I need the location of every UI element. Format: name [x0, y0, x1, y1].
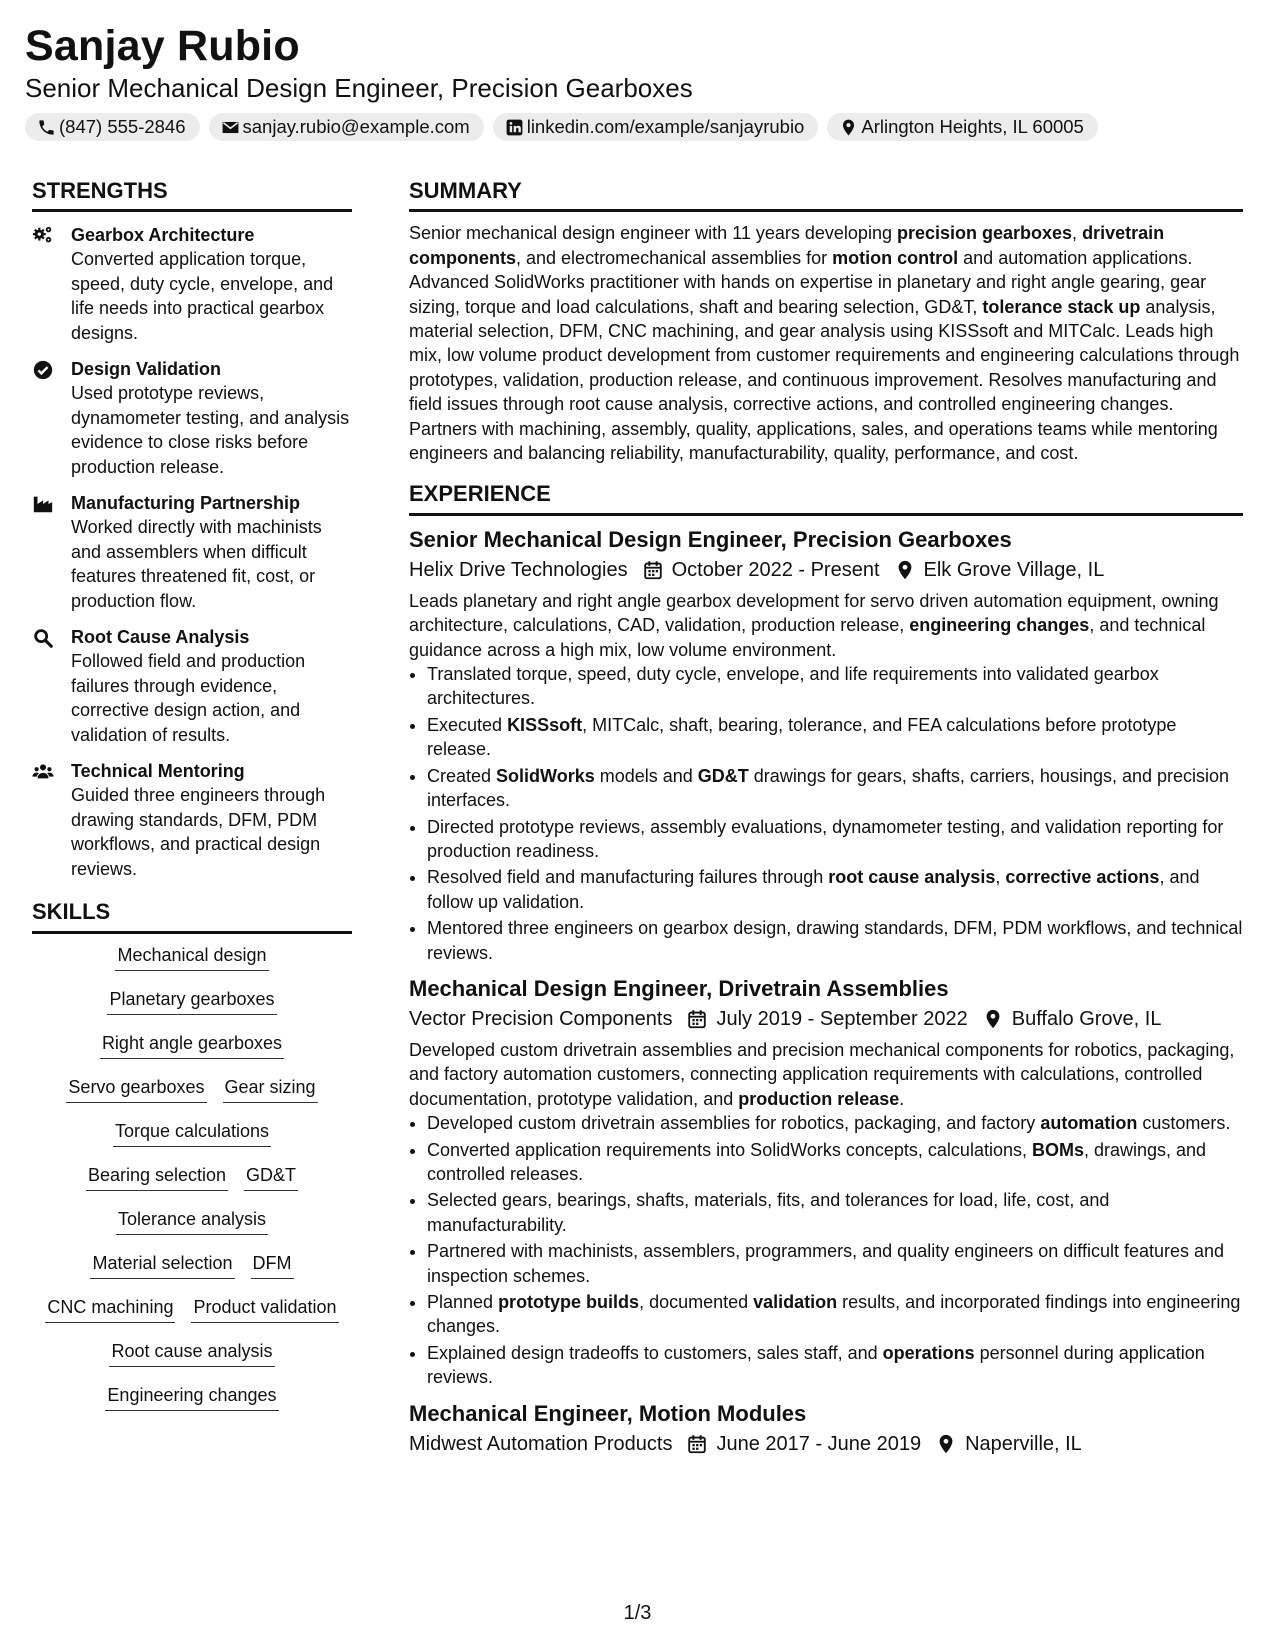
- text-run: , and follow up validation.: [427, 867, 1200, 912]
- job-entry: [409, 974, 1243, 1390]
- summary-text: [409, 221, 1243, 465]
- strength-item: [32, 625, 352, 747]
- job-title: Mechanical Design Engineer, Drivetrain Assemblies: [409, 975, 949, 1001]
- text-run: , MITCalc, shaft, bearing, tolerance, and FEA calculations before prototype release.: [427, 714, 1177, 760]
- strength-item: [32, 223, 352, 345]
- candidate-name: Sanjay Rubio: [25, 22, 300, 70]
- map-pin-icon: [982, 1008, 1004, 1030]
- contact-location-text: Arlington Heights, IL 60005: [861, 116, 1084, 137]
- job-bullet: [427, 916, 1243, 965]
- text-run: models and: [594, 765, 698, 786]
- job-meta: [409, 555, 1243, 585]
- experience-list: [409, 525, 1243, 1459]
- map-pin-icon: [935, 1433, 957, 1455]
- left-column: [32, 178, 352, 1427]
- job-company: Vector Precision Components: [409, 1007, 673, 1030]
- contact-phone-text: (847) 555-2846: [59, 116, 186, 137]
- job-company: Helix Drive Technologies: [409, 558, 628, 581]
- contact-location: [827, 113, 1098, 141]
- text-run: , documented: [639, 1292, 754, 1312]
- text-run: results, and incorporated findings into engineering changes.: [427, 1292, 1241, 1337]
- strength-item: [32, 357, 352, 479]
- job-location: Naperville, IL: [965, 1432, 1082, 1455]
- job-bullet: [427, 815, 1243, 864]
- bold-keyword: motion control: [832, 247, 959, 268]
- contact-linkedin[interactable]: [493, 113, 819, 141]
- job-location: Elk Grove Village, IL: [923, 558, 1105, 581]
- bold-keyword: production release: [738, 1088, 900, 1109]
- skill-row: [32, 1031, 352, 1059]
- map-pin-icon: [839, 118, 858, 137]
- text-run: Developed custom drivetrain assemblies and precision mechanical components for robotics, packaging, and factory automation customers, connecting application requirements with calculations, controlled documentation, prototype validation, and: [409, 1039, 1235, 1109]
- text-run: Partnered with machinists, assemblers, programmers, and quality engineers on difficult features and inspection schemes.: [427, 1241, 1225, 1286]
- text-run: Explained design tradeoffs to customers, sales staff, and: [427, 1342, 883, 1363]
- skill-tag: Bearing selection: [86, 1163, 228, 1191]
- strengths-heading: STRENGTHS: [32, 178, 352, 212]
- text-run: , drawings, and controlled releases.: [427, 1139, 1207, 1184]
- strength-title: Manufacturing Partnership: [71, 493, 301, 514]
- bold-keyword: corrective actions: [1005, 867, 1160, 888]
- skill-row: [32, 1383, 352, 1411]
- experience-heading: EXPERIENCE: [409, 481, 1243, 515]
- bold-keyword: operations: [882, 1342, 975, 1363]
- bold-keyword: BOMs: [1031, 1139, 1084, 1160]
- text-run: Resolved field and manufacturing failures through: [427, 867, 829, 888]
- calendar-icon: [686, 1433, 708, 1455]
- skill-row: [32, 1295, 352, 1323]
- bold-keyword: GD&T: [697, 765, 749, 786]
- job-description: [409, 1038, 1243, 1111]
- job-bullet: [427, 1138, 1243, 1187]
- skill-row: [32, 1251, 352, 1279]
- calendar-icon: [686, 1008, 708, 1030]
- text-run: Senior mechanical design engineer with 11 years developing: [409, 223, 897, 244]
- contact-bar: [25, 113, 1107, 141]
- contact-linkedin-text: linkedin.com/example/sanjayrubio: [526, 116, 805, 137]
- job-dates: July 2019 - September 2022: [716, 1007, 968, 1030]
- text-run: , and technical guidance across a high mix, low volume environment.: [409, 615, 1206, 660]
- strength-title: Technical Mentoring: [71, 761, 245, 782]
- job-meta: [409, 1004, 1243, 1034]
- bold-keyword: precision gearboxes: [896, 223, 1073, 244]
- industry-icon: [32, 493, 54, 515]
- candidate-title: Senior Mechanical Design Engineer, Precision Gearboxes: [25, 73, 693, 103]
- strength-item: [32, 759, 352, 881]
- contact-email-text: sanjay.rubio@example.com: [242, 116, 470, 137]
- skill-tag: Servo gearboxes: [66, 1075, 206, 1103]
- job-bullet: [427, 1111, 1243, 1135]
- text-run: .: [899, 1088, 905, 1109]
- skill-tag: Root cause analysis: [109, 1339, 274, 1367]
- job-bullet: [427, 1239, 1243, 1288]
- job-location: Buffalo Grove, IL: [1011, 1007, 1162, 1030]
- text-run: drawings for gears, shafts, carriers, housings, and precision interfaces.: [427, 765, 1230, 811]
- search-icon: [32, 627, 54, 649]
- skills-list: [32, 943, 352, 1411]
- job-bullets: [409, 662, 1243, 965]
- text-run: personnel during application reviews.: [427, 1342, 1205, 1388]
- text-run: ,: [1072, 223, 1083, 244]
- bold-keyword: automation: [1040, 1113, 1138, 1134]
- job-entry: [409, 1399, 1243, 1459]
- job-title: Mechanical Engineer, Motion Modules: [409, 1400, 807, 1426]
- skill-tag: DFM: [251, 1251, 294, 1279]
- bold-keyword: tolerance stack up: [982, 296, 1141, 317]
- job-bullet: [427, 662, 1243, 711]
- text-run: Executed: [427, 714, 508, 735]
- job-bullet: [427, 865, 1243, 914]
- strength-item: [32, 491, 352, 613]
- contact-email[interactable]: [209, 113, 484, 141]
- job-title: Senior Mechanical Design Engineer, Precision Gearboxes: [409, 526, 1012, 552]
- map-pin-icon: [894, 559, 916, 581]
- text-run: ,: [995, 867, 1006, 888]
- text-run: customers.: [1137, 1113, 1231, 1134]
- job-bullet: [427, 713, 1243, 762]
- job-bullets: [409, 1111, 1243, 1389]
- check-circle-icon: [32, 359, 54, 381]
- job-meta: [409, 1429, 1243, 1459]
- bold-keyword: engineering changes: [909, 615, 1090, 636]
- summary-heading: SUMMARY: [409, 178, 1243, 212]
- skill-tag: GD&T: [244, 1163, 298, 1191]
- calendar-icon: [642, 559, 664, 581]
- phone-icon: [37, 118, 56, 137]
- bold-keyword: drivetrain components: [409, 223, 1165, 268]
- job-bullet: [427, 1290, 1243, 1339]
- job-entry: [409, 525, 1243, 965]
- strength-desc: Converted application torque, speed, duty cycle, envelope, and life needs into practical gearbox designs.: [71, 249, 334, 343]
- text-run: , and electromechanical assemblies for: [516, 247, 833, 268]
- bold-keyword: SolidWorks: [496, 765, 595, 786]
- skill-tag: Engineering changes: [105, 1383, 278, 1411]
- strength-title: Design Validation: [71, 359, 222, 380]
- skill-tag: Gear sizing: [223, 1075, 318, 1103]
- skill-row: [32, 987, 352, 1015]
- skill-tag: Product validation: [191, 1295, 338, 1323]
- skill-row: [32, 1207, 352, 1235]
- skill-tag: Planetary gearboxes: [107, 987, 276, 1015]
- page-number: 1/3: [623, 1602, 652, 1624]
- text-run: analysis, material selection, DFM, CNC machining, and gear analysis using KISSsoft and MITCalc. Leads high mix, low volume product development from customer requirements and engineering calculations through prototypes, validation, production release, and continuous improvement. Resolves manufacturing and field issues through root cause analysis, corrective actions, and controlled engineering changes. Partners with machining, assembly, quality, applications, sales, and operations teams while mentoring engineers and balancing reliability, manufacturability, quality, performance, and cost.: [409, 296, 1240, 464]
- job-dates: October 2022 - Present: [671, 558, 880, 581]
- strength-title: Gearbox Architecture: [71, 225, 255, 246]
- envelope-icon: [221, 118, 240, 137]
- job-bullet: [427, 1188, 1243, 1237]
- gears-icon: [32, 225, 54, 247]
- bold-keyword: KISSsoft: [507, 714, 583, 735]
- skill-row: [32, 1339, 352, 1367]
- skills-heading: SKILLS: [32, 899, 352, 933]
- text-run: Directed prototype reviews, assembly evaluations, dynamometer testing, and validation reporting for production readiness.: [427, 816, 1224, 861]
- text-run: Leads planetary and right angle gearbox development for servo driven automation equipment, owning architecture, calculations, CAD, validation, production release,: [409, 590, 1219, 636]
- job-description: [409, 589, 1243, 662]
- bold-keyword: prototype builds: [498, 1292, 640, 1312]
- job-company: Midwest Automation Products: [409, 1432, 673, 1455]
- job-bullet: [427, 1341, 1243, 1390]
- skill-row: [32, 1075, 352, 1103]
- skill-tag: Material selection: [90, 1251, 234, 1279]
- strength-title: Root Cause Analysis: [71, 627, 250, 648]
- strength-desc: Followed field and production failures through evidence, corrective design action, and validation of results.: [71, 651, 306, 745]
- bold-keyword: root cause analysis: [828, 867, 996, 888]
- skill-tag: Right angle gearboxes: [100, 1031, 284, 1059]
- contact-phone[interactable]: [25, 113, 200, 141]
- job-dates: June 2017 - June 2019: [716, 1432, 922, 1455]
- job-bullet: [427, 764, 1243, 813]
- bold-keyword: validation: [753, 1292, 838, 1312]
- skill-tag: Torque calculations: [113, 1119, 271, 1147]
- text-run: Translated torque, speed, duty cycle, envelope, and life requirements into validated gearbox architectures.: [427, 664, 1159, 709]
- strength-desc: Used prototype reviews, dynamometer testing, and analysis evidence to close risks before production release.: [71, 383, 350, 477]
- text-run: Selected gears, bearings, shafts, materials, fits, and tolerances for load, life, cost, and manufacturability.: [427, 1190, 1110, 1235]
- strength-desc: Guided three engineers through drawing standards, DFM, PDM workflows, and practical design reviews.: [71, 785, 326, 879]
- users-icon: [32, 761, 54, 783]
- text-run: Mentored three engineers on gearbox design, drawing standards, DFM, PDM workflows, and technical reviews.: [427, 918, 1243, 963]
- text-run: Converted application requirements into SolidWorks concepts, calculations,: [427, 1139, 1032, 1160]
- skill-row: [32, 1163, 352, 1191]
- strength-desc: Worked directly with machinists and assemblers when difficult features threatened fit, cost, or production flow.: [71, 517, 322, 611]
- text-run: and automation applications. Advanced SolidWorks practitioner with hands on expertise in planetary and right angle gearing, gear sizing, torque and load calculations, shaft and bearing selection, GD&T,: [409, 247, 1207, 317]
- text-run: Created: [427, 765, 497, 786]
- skill-tag: Mechanical design: [115, 943, 268, 971]
- skill-row: [32, 1119, 352, 1147]
- skill-row: [32, 943, 352, 971]
- skill-tag: CNC machining: [45, 1295, 175, 1323]
- linkedin-icon: [505, 118, 524, 137]
- skill-tag: Tolerance analysis: [116, 1207, 268, 1235]
- text-run: Planned: [427, 1292, 499, 1312]
- text-run: Developed custom drivetrain assemblies for robotics, packaging, and factory: [427, 1113, 1041, 1134]
- strengths-list: [32, 223, 352, 881]
- right-column: [409, 178, 1243, 1463]
